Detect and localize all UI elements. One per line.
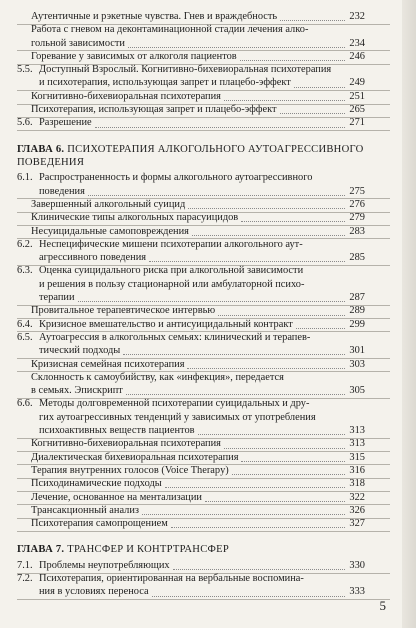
toc-subsection-entry[interactable] — [0, 451, 392, 464]
entry-title-line: Клинические типы алкогольных парасуицидов — [31, 212, 239, 224]
entry-title-line: агрессивного поведения — [39, 252, 147, 264]
toc-subsection-entry[interactable] — [0, 304, 392, 317]
chapter-title-line: ПСИХОТЕРАПИЯ АЛКОГОЛЬНОГО АУТОАГРЕССИВНОГО — [67, 143, 364, 155]
page-ref: 246 — [349, 50, 365, 62]
page-ref: 276 — [349, 198, 365, 210]
toc-subsection-entry[interactable] — [0, 90, 392, 103]
chapter-title-line: ТРАНСФЕР И КОНТРТРАНСФЕР — [67, 544, 229, 556]
toc-section-entry[interactable] — [0, 264, 392, 304]
leader-dots — [198, 433, 346, 435]
leader-dots — [171, 526, 346, 528]
toc-subsection-entry[interactable] — [0, 504, 392, 517]
leader-dots — [218, 314, 345, 316]
leader-dots — [95, 126, 346, 128]
entry-title-line: Распространенность и формы алкогольного аутоагрессивного — [39, 172, 313, 184]
entry-title-line: Кризисное вмешательство и антисуицидальный контракт — [39, 318, 293, 330]
toc-subsection-entry[interactable] — [0, 491, 392, 504]
page-ref: 285 — [349, 252, 365, 264]
toc-subsection-entry[interactable] — [0, 50, 392, 63]
toc-subsection-entry[interactable] — [0, 477, 392, 490]
entry-title-line: в семьях. Эпискрипт — [31, 385, 123, 397]
leader-dots — [280, 19, 345, 21]
page-ref: 271 — [349, 117, 365, 129]
section-number: 6.3. — [17, 265, 33, 277]
toc-section-entry[interactable] — [0, 116, 392, 129]
leader-dots — [240, 59, 346, 61]
leader-dots — [296, 327, 346, 329]
entry-title-line: Психотерапия самопрощением — [31, 518, 168, 530]
toc-subsection-entry[interactable] — [0, 358, 392, 371]
section-number: 7.2. — [17, 573, 33, 584]
page-ref: 305 — [349, 385, 365, 397]
page-ref: 279 — [349, 212, 365, 224]
section-number: 7.1. — [17, 559, 33, 571]
entry-title-line: и психотерапия, использующая запрет и плацебо-эффект — [39, 77, 291, 89]
entry-title-line: ния в условиях переноса — [39, 586, 149, 598]
page-ref: 299 — [349, 318, 365, 330]
section-number: 5.6. — [17, 117, 33, 129]
page-ref: 249 — [349, 77, 365, 89]
leader-dots — [224, 447, 345, 449]
leader-dots — [88, 194, 346, 196]
entry-title-line: Работа с гневом на деконтаминационной стадии лечения алко- — [31, 24, 309, 36]
page-ref: 333 — [349, 586, 365, 598]
chapter-heading[interactable] — [17, 543, 390, 556]
toc-subsection-entry[interactable] — [0, 517, 392, 530]
entry-title-line: Методы долговременной психотерапии суицидальных и дру- — [39, 398, 310, 410]
page-ref: 303 — [349, 358, 365, 370]
leader-dots — [188, 207, 345, 209]
page-ref: 327 — [349, 518, 365, 530]
toc-subsection-entry[interactable] — [0, 198, 392, 211]
entry-title-line: Оценка суицидального риска при алкогольной зависимости — [39, 265, 304, 277]
toc-section-entry[interactable] — [0, 171, 392, 198]
page-ref: 322 — [349, 491, 365, 503]
toc-subsection-entry[interactable] — [0, 103, 392, 116]
entry-title-line: Кризисная семейная психотерапия — [31, 358, 185, 370]
entry-title-line: Доступный Взрослый. Когнитивно-бихевиоральная психотерапия — [39, 64, 332, 76]
chapter-label: ГЛАВА 6. — [17, 143, 65, 155]
leader-dots — [232, 473, 345, 475]
page-ref: 287 — [349, 291, 365, 303]
page-ref: 232 — [349, 11, 365, 22]
section-number: 6.2. — [17, 238, 33, 250]
section-number: 6.4. — [17, 318, 33, 330]
entry-title-line: тический подходы — [39, 345, 121, 357]
entry-title-line: психоактивных веществ пациентов — [39, 424, 195, 436]
leader-dots — [241, 460, 345, 462]
entry-title-line: Аутентичные и рэкетные чувства. Гнев и враждебность — [31, 11, 278, 22]
toc-subsection-entry[interactable] — [0, 464, 392, 477]
toc-section-entry[interactable] — [0, 238, 392, 265]
page-ref: 265 — [349, 104, 365, 116]
section-number: 6.6. — [17, 398, 33, 410]
leader-dots — [128, 46, 345, 48]
entry-title-line: Провитальное терапевтическое интервью — [31, 305, 216, 317]
section-number: 6.1. — [17, 172, 33, 184]
leader-dots — [126, 393, 346, 395]
page-ref: 313 — [349, 438, 365, 450]
page-ref: 326 — [349, 504, 365, 516]
chapter-heading[interactable] — [17, 143, 390, 170]
page-number: 5 — [379, 598, 386, 613]
entry-title-line: Когнитивно-бихевиоральная психотерапия — [31, 90, 221, 102]
section-number: 5.5. — [17, 64, 33, 76]
leader-dots — [224, 99, 345, 101]
leader-dots — [142, 513, 345, 515]
toc-section-entry[interactable] — [0, 318, 392, 331]
entry-title-line: Терапия внутренних голосов (Voice Therapy) — [31, 464, 229, 476]
page-ref: 315 — [349, 451, 365, 463]
toc-section-entry[interactable] — [0, 331, 392, 358]
entry-title-line: Разрешение — [39, 117, 92, 129]
toc-section-entry[interactable] — [0, 397, 392, 437]
entry-title-line: Когнитивно-бихевиоральная психотерапия — [31, 438, 221, 450]
page-ref: 301 — [349, 345, 365, 357]
page-ref: 313 — [349, 424, 365, 436]
toc-subsection-entry[interactable] — [0, 211, 392, 224]
entry-title-line: Психодинамические подходы — [31, 478, 162, 490]
entry-title-line: гих аутоагрессивных тенденций у зависимых от употребления — [39, 411, 316, 423]
entry-title-line: Психотерапия, ориентированная на вербальные воспомина- — [39, 573, 304, 584]
entry-title-line: Горевание у зависимых от алкоголя пациентов — [31, 50, 237, 62]
leader-dots — [152, 595, 346, 597]
entry-title-line: Несуицидальные самоповреждения — [31, 225, 189, 237]
entry-title-line: Диалектическая бихевиоральная психотерапия — [31, 451, 239, 463]
entry-title-line: гольной зависимости — [31, 37, 125, 49]
entry-title-line: Аутоагрессия в алкогольных семьях: клинический и терапев- — [39, 331, 311, 343]
toc-subsection-entry[interactable] — [0, 23, 392, 50]
entry-title-line: Лечение, основанное на ментализации — [31, 491, 202, 503]
toc-subsection-entry[interactable] — [0, 437, 392, 450]
entry-divider — [17, 599, 390, 600]
entry-divider — [17, 531, 390, 532]
chapter-label: ГЛАВА 7. — [17, 544, 65, 556]
leader-dots — [205, 500, 345, 502]
entry-title-line: Склонность к самоубийству, как «инфекция», передается — [31, 371, 284, 383]
page-ref: 283 — [349, 225, 365, 237]
page-ref: 251 — [349, 90, 365, 102]
entry-title-line: Трансакционный анализ — [31, 504, 140, 516]
entry-title-line: терапии — [39, 291, 75, 303]
leader-dots — [294, 86, 346, 88]
entry-title-line: Проблемы неупотребляющих — [39, 559, 170, 571]
entry-title-line: поведения — [39, 185, 85, 197]
leader-dots — [187, 367, 345, 369]
toc-section-entry[interactable] — [0, 572, 392, 599]
page-ref: 275 — [349, 185, 365, 197]
page-ref: 316 — [349, 464, 365, 476]
page-ref: 289 — [349, 305, 365, 317]
entry-divider — [17, 130, 390, 131]
toc-subsection-entry[interactable] — [0, 225, 392, 238]
leader-dots — [280, 112, 346, 114]
leader-dots — [78, 300, 346, 302]
leader-dots — [165, 486, 346, 488]
page-ref: 234 — [349, 37, 365, 49]
toc-subsection-entry[interactable] — [0, 371, 392, 398]
toc-section-entry[interactable] — [0, 63, 392, 90]
toc-subsection-entry[interactable] — [0, 10, 392, 23]
leader-dots — [192, 234, 345, 236]
leader-dots — [123, 353, 345, 355]
facing-page-edge — [402, 0, 416, 628]
page-ref: 318 — [349, 478, 365, 490]
entry-title-line: Неспецифические мишени психотерапии алкогольного аут- — [39, 238, 303, 250]
leader-dots — [241, 220, 345, 222]
leader-dots — [149, 260, 345, 262]
entry-title-line: и решения в пользу стационарной или амбулаторной психо- — [39, 278, 305, 290]
leader-dots — [173, 568, 346, 570]
entry-title-line: Завершенный алкогольный суицид — [31, 198, 186, 210]
toc-section-entry[interactable] — [0, 559, 392, 572]
chapter-title-line: ПОВЕДЕНИЯ — [17, 156, 85, 168]
entry-title-line: Психотерапия, использующая запрет и плацебо-эффект — [31, 104, 277, 116]
section-number: 6.5. — [17, 331, 33, 343]
page-ref: 330 — [349, 559, 365, 571]
